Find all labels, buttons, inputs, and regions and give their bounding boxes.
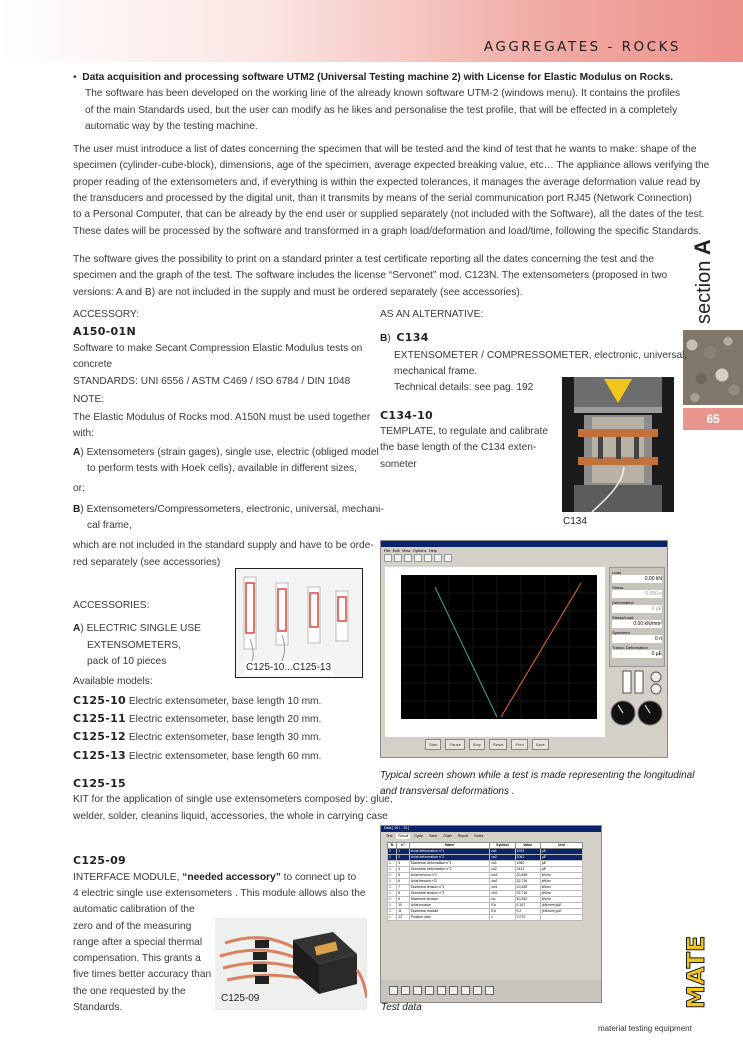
first-record-icon[interactable] [425,986,434,995]
table-cell: 1 [388,879,397,885]
toolbar-button[interactable] [404,554,412,562]
table-cell: 20,469 [515,873,540,879]
table-cell: Axial module [409,903,490,909]
table-cell: σd2 [490,891,515,897]
table-cell: 1 [397,849,410,855]
table-cell: 9 [397,897,410,903]
tab-cycle[interactable]: Cycle [414,834,424,838]
preview-icon[interactable] [401,986,410,995]
table-cell: 10 [397,903,410,909]
c12515-code: C125-15 [73,776,127,790]
prev-record-icon[interactable] [437,986,446,995]
table-cell: 12 [397,915,410,921]
table-cell: εa2 [490,855,515,861]
load-readout: 0.00 kN [612,575,662,583]
menu-help[interactable]: Help [428,548,437,553]
stop-button[interactable]: Stop [469,739,485,750]
table-cell: 2062 [515,855,540,861]
interface-module-photo [215,918,367,1010]
extensometer-caption: C125-10...C125-13 [246,662,332,673]
table-cell: 1 [388,855,397,861]
paragraph-1: The user must introduce a list of dates concerning the specimen that will be tested and the kind of test that he wants to make: shape of the specimen (cylinder-cube-block), dimensions, age of the specimen, average expected breaking value, etc… The appliance allows verifying the proper reading of the extensometers and, if everything is within the expected tolerances, it manages the average deformation value read by the transducers and processed by the digital unit, than it transmits by means of the serial communication port RJ45 (Network Connection) to a Personal Computer, that can be already by the end user or supplied separately (not included with the Software), all the dates of the test. These dates will be processed by the software and transformed in a graph load/deformation and load/time, following the specific Standards. [73,144,710,237]
interface-module-block: C125-09 INTERFACE MODULE, “needed accessory” to connect up to 4 electric single use extensometers . This module allows also the automatic calibration of the zero and of the measuring range after a special thermal compensation. This grants a five times better accuracy than the one requested by the Standards. [73,852,373,1016]
table-cell: Maximum tension [409,897,490,903]
table-cell: 1 [388,909,397,915]
deformation-readout: 0 µE [612,605,662,613]
accessories-label: ACCESSORIES: [73,600,150,611]
paragraph-2: The software gives the possibility to print on a standard printer a test certificate reporting all the dates concerning the test and the specimen and the graph of the test. The software includes the license “Servonet” mod. C123N. The extensometers (proposed in two versions: A and B) are not included in the supply and must be ordered separately (see accessories). [73,254,668,298]
test-data-window [380,825,602,1003]
c134-photo [562,377,674,512]
table-cell: Diametral tension n°1 [409,885,490,891]
table-cell: 2413 [515,867,540,873]
table-cell: Poisson ratio [409,915,490,921]
table-cell: 5 [397,873,410,879]
table-cell: σd1 [490,885,515,891]
print-icon[interactable] [389,986,398,995]
table-cell: kN/m² [540,873,582,879]
model-item: C125-11 Electric extensometer, base length 20 mm. [73,711,322,725]
screen-buttons [425,739,549,750]
print-button[interactable]: Print [511,739,527,750]
table-cell: Diametral module [409,909,490,915]
software-screenshot [380,540,668,758]
table-cell: 0,2 [515,909,540,915]
c134-caption: C134 [563,516,587,527]
toolbar-button[interactable] [394,554,402,562]
test-data-table [387,842,583,921]
table-cell: 1 [388,849,397,855]
left-column-top: ACCESSORY: A150-01N Software to make Secant Compression Elastic Modulus tests on concrete STANDARDS: UNI 6556 / ASTM C469 / ISO 6784 / DIN 1048 NOTE: The Elastic Modulus of Rocks mod. A150N must be used together with: A) Extensometers (strain gages), single use, electric (obliged model to perform tests with Hoek cells), available in different sizes, or: B) Extensometers/Compressometers, electronic, universal, mechani- cal frame, which are not included in the standard supply and have to be orde- red separately (see accessories) [73,309,384,568]
table-cell: 1960 [515,861,540,867]
table-cell: 1 [388,903,397,909]
table-cell: 1933 [515,849,540,855]
table-cell: 7 [397,885,410,891]
table-cell: 8 [397,891,410,897]
intro-body: The software has been developed on the working line of the already known software UTM-2 (windows menu). It contains the profiles of the main Standards used, but the user can modify as he likes and personalise the test profile, that will be effected in a completely automatic way by the testing machine. [85,88,681,132]
table-cell: Axial tension n°2 [409,879,490,885]
table-cell: (kN/mm²)/µE [540,909,582,915]
table-cell: 40,932 [515,897,540,903]
menu-view[interactable]: View [401,548,411,553]
accessories-block: ACCESSORIES: A) ELECTRIC SINGLE USE EXTENSOMETERS, pack of 10 pieces Available models: C125-10 Electric extensometer, base length 10 mm. C125-11 Electric extensometer, base length 20 mm. C125-12 Electric extensometer, base length 30 mm. C125-13 Electric extensometer, base length 60 mm. C125-15 KIT for the application of single use extensometers composed by: glue, welder, solder, cleanins liquid, accessories, the whole in carrying case [73,600,393,822]
table-cell: 1,070 [515,915,540,921]
table-cell: 1 [388,873,397,879]
last-record-icon[interactable] [461,986,470,995]
table-cell: εa1 [490,849,515,855]
save-button[interactable]: Save [532,739,549,750]
bullet: • [73,72,77,83]
matest-logo [678,935,710,1010]
toolbar [381,554,667,565]
table-cell: 11 [397,909,410,915]
table-cell: Diametral tension n°2 [409,891,490,897]
tab-chart[interactable]: Chart [443,834,452,838]
toolbar-button[interactable] [444,554,452,562]
alternative-label: AS AN ALTERNATIVE: [380,309,484,320]
table-cell: kN/m² [540,885,582,891]
test-data-tabs [381,832,601,841]
table-cell: Axial deformation n°1 [409,849,490,855]
table-cell: εd1 [490,861,515,867]
table-cell: 2 [397,855,410,861]
menu-options[interactable]: Options [412,548,427,553]
intro-block [73,70,681,135]
table-cell: Axial tension n°1 [409,873,490,879]
table-cell: 4 [397,867,410,873]
table-cell: kN/m² [540,879,582,885]
test-data-caption: Test data [381,1002,422,1013]
model-item: C125-13 Electric extensometer, base length 60 mm. [73,748,322,762]
table-cell: σa1 [490,873,515,879]
table-cell: 1 [388,897,397,903]
model-item: C125-10 Electric extensometer, base length 10 mm. [73,693,322,707]
section-label: section A [690,239,715,324]
toolbar-button[interactable] [384,554,392,562]
menu-file[interactable]: File [384,548,391,553]
table-cell: σu [490,897,515,903]
toolbar-button[interactable] [424,554,432,562]
stressload-readout: 0.00 kN/mm² [612,620,662,628]
table-cell: ν [490,915,515,921]
menu-bar [381,547,667,554]
standards-line: STANDARDS: UNI 6556 / ASTM C469 / ISO 6784 / DIN 1048 [73,375,351,387]
specimen-readout: 0 n [612,635,662,643]
table-cell: µE [540,867,582,873]
stress-readout: 0.000 n [612,590,662,598]
delete-record-icon[interactable] [485,986,494,995]
gauges-panel [609,669,665,729]
rocks-photo [683,330,743,405]
table-cell: (kN/mm²)/µE [540,903,582,909]
c13410-code: C134-10 [380,408,434,422]
page-number: 65 [683,408,743,430]
table-cell: εd2 [490,867,515,873]
interface-module-caption: C125-09 [221,993,260,1004]
tab-report[interactable]: Report [457,834,469,838]
transv-readout: 0 µE [612,650,662,658]
tab-sens[interactable]: Sens [429,834,438,838]
table-row[interactable] [388,915,583,921]
table-cell: kN/m² [540,891,582,897]
pause-button[interactable]: Pause [445,739,464,750]
accessory-label: ACCESSORY: [73,309,140,320]
intro-title: Data acquisition and processing software UTM2 (Universal Testing machine 2) with License for Elastic Modulus on Rocks. [82,72,674,83]
model-item: C125-12 Electric extensometer, base length 30 mm. [73,730,322,744]
export-icon[interactable] [413,986,422,995]
note-label: NOTE: [73,393,105,405]
tab-notes[interactable]: Notes [474,834,484,838]
table-cell: 1 [388,915,397,921]
footer-tagline: material testing equipment [598,1024,692,1033]
toolbar-button[interactable] [434,554,442,562]
table-cell: Axial deformation n°2 [409,855,490,861]
right-column-top: AS AN ALTERNATIVE: B) C134 EXTENSOMETER / COMPRESSOMETER, electronic, universal, mechanical frame. Technical details: see pag. 192 C134-10 TEMPLATE, to regulate and calibrate the base length of the C134 exten- someter [380,309,688,470]
graph-panel [385,567,605,737]
screen-caption: Typical screen shown while a test is made representing the longitudinal and transversal deformations . [380,770,695,797]
table-cell: 3 [397,861,410,867]
reset-button[interactable]: Reset [489,739,507,750]
table-cell: 20,469 [515,885,540,891]
a150-code: A150-01N [73,325,136,339]
menu-edit[interactable]: Edit [392,548,400,553]
table-cell: 32,716 [515,879,540,885]
table-cell: 6 [397,879,410,885]
table-cell: 1 [388,861,397,867]
table-cell: 1 [388,867,397,873]
table-cell: µE [540,861,582,867]
table-cell: µE [540,849,582,855]
table-header-row: N n° Name Symbol Value Unit [388,843,583,849]
table-cell: 32,716 [515,891,540,897]
table-cell: Ed [490,909,515,915]
table-cell: kN/m² [540,897,582,903]
tab-result[interactable]: Result [398,834,409,838]
page-title: AGGREGATES - ROCKS [483,39,681,55]
svg-text:MATEST: MATEST [682,935,710,1009]
table-cell: Diametral deformation n°2 [409,867,490,873]
table-cell [540,915,582,921]
start-button[interactable]: Start [425,739,441,750]
next-record-icon[interactable] [449,986,458,995]
table-cell: Ea [490,903,515,909]
toolbar-button[interactable] [414,554,422,562]
add-record-icon[interactable] [473,986,482,995]
table-cell: σa2 [490,879,515,885]
readout-panel: Load 0.00 kN Stress 0.000 n Deformation 0 µE Stress/Load 0.00 kN/mm² Specimen 0 n Transv. Deformation 0 µE [609,567,665,667]
table-cell: Diametral deformation n°1 [409,861,490,867]
table-cell: µE [540,855,582,861]
tab-test[interactable]: Test [386,834,393,838]
table-cell: 1 [388,891,397,897]
test-data-titlebar: Data [ 10 / - 10 ] [381,826,601,832]
table-cell: 1 [388,885,397,891]
table-nav-bar [381,980,602,1002]
table-cell: 0,197 [515,903,540,909]
c12509-code: C125-09 [73,854,127,867]
